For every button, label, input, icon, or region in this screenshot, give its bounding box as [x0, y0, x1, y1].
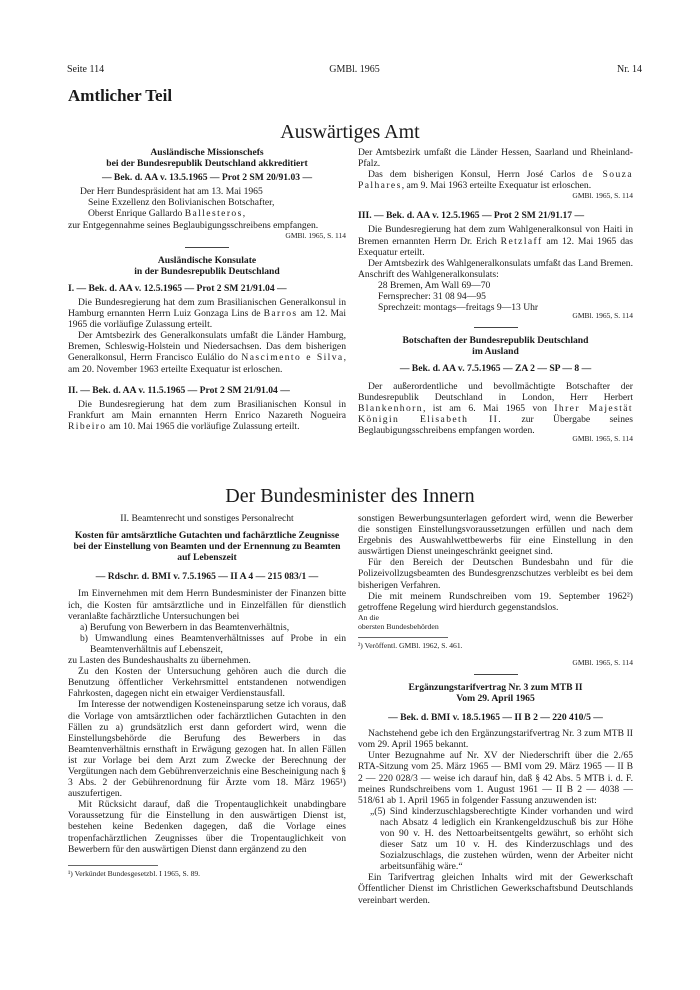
separator	[474, 674, 518, 675]
article-reference: — Rdschr. d. BMI v. 7.5.1965 — II A 4 — 215 083/1 —	[95, 571, 319, 583]
source-citation: GMBl. 1965, S. 114	[572, 657, 633, 667]
article-reference: III. — Bek. d. AA v. 12.5.1965 — Prot 2 SM 21/91.17 —	[358, 210, 585, 222]
addressee: An die	[358, 612, 380, 622]
addressee: obersten Bundesbehörden	[358, 621, 439, 631]
article-title: Kosten für amtsärztliche Gutachten und fachärztliche Zeugnisse bei der Einstellung von Beamten und der Ernennung zu Beamten auf Lebenszeit	[73, 530, 341, 564]
separator	[474, 327, 518, 328]
source-citation: GMBl. 1965, S. 114	[572, 191, 633, 201]
ministry-title-foreign-office: Auswärtiges Amt	[280, 121, 420, 143]
lower-left-column: II. Beamtenrecht und sonstiges Personalrecht Kosten für amtsärztliche Gutachten und fachärztliche Zeugnisse bei der Einstellung von Beamten und der Ernennung zu Beamten auf Lebenszeit — Rdschr. d. BMI v. 7.5.1965 — II A 4 — 215 083/1 — Im Einvernehmen mit dem Herrn Bundesminister der Finanzen bitte ich, die Kosten für amtsärztliche und in Einzelfällen für dienstlich veranlaßte fachärztliche Untersuchungen bei a) Berufung von Bewerbern in das Beamtenverhältnis, b) Umwandlung eines Beamtenverhältnisses auf Probe in ein Beamtenverhältnis auf Lebenszeit, zu Lasten des Bundeshaushalts zu übernehmen. Zu den Kosten der Untersuchung gehören auch die durch die Benutzung öffentlicher Verkehrsmittel entstandenen notwendigen Fahrkosten, dagegen nicht ein etwaiger Verdienstausfall. Im Interesse der notwendigen Kosteneinsparung setze ich voraus, daß die Vorlage von amtsärztlichen oder fachärztlichen Gutachten in den Fällen zu a) grundsätzlich erst dann gefordert wird, wenn die Einstellungsbehörde die Berufung des Bewerbers in das Beamtenverhältnis ernsthaft in Erwägung gezogen hat. In allen Fällen ist zur Vorlage bei dem Arzt zum Zwecke der Berechnung der Vergütungen nach dem Gebührenverzeichnis eine Bescheinigung nach § 3 Abs. 2 der Gebührenordnung für Ärzte vom 18. März 1965¹) auszufertigen. Mit Rücksicht darauf, daß die Tropentauglichkeit unabdingbare Voraussetzung für die Einstellung in den auswärtigen Dienst ist, bestehen keine Bedenken dagegen, daß die Vorlage eines tropenfachärztlichen Zeugnisses über die Tropentauglichkeit von Bewerbern für den auswärtigen Dienst dann ergänzend zu den ¹) Verkündet Bundesgesetzbl. I 1965, S. 89.	[68, 513, 346, 878]
article-title: Botschaften der Bundesrepublik Deutschland im Ausland	[402, 335, 589, 358]
separator	[185, 247, 229, 248]
footnote-rule	[68, 865, 158, 866]
section-title: Amtlicher Teil	[68, 86, 173, 105]
ministry-title-interior: Der Bundesminister des Innern	[225, 485, 475, 507]
article-reference: — Bek. d. BMI v. 18.5.1965 — II B 2 — 220 410/5 —	[388, 712, 603, 724]
article-title: Ausländische Konsulate in der Bundesrepublik Deutschland	[134, 254, 280, 277]
running-header	[67, 64, 642, 78]
subsection-heading: II. Beamtenrecht und sonstiges Personalrecht	[120, 513, 294, 524]
article-reference: I. — Bek. d. AA v. 12.5.1965 — Prot 2 SM 21/91.04 —	[68, 282, 287, 294]
issue-number: Nr. 14	[617, 64, 642, 75]
journal-title: GMBl. 1965	[329, 64, 380, 75]
upper-right-column: Der Amtsbezirk umfaßt die Länder Hessen, Saarland und Rheinland-Pfalz. Das dem bisherigen Konsul, Herrn José Carlos de Souza Palhares, am 9. Mai 1963 erteilte Exequatur ist erloschen. GMBl. 1965, S. 114 III. — Bek. d. AA v. 12.5.1965 — Prot 2 SM 21/91.17 — Die Bundesregierung hat dem zum Wahlgeneralkonsul von Haiti in Bremen ernannten Herrn Dr. Erich Retzlaff am 12. Mai 1965 das Exequatur erteilt. Der Amtsbezirk des Wahlgeneralkonsulats umfaßt das Land Bremen. Anschrift des Wahlgeneralkonsulats: 28 Bremen, Am Wall 69—70 Fernsprecher: 31 08 94—95 Sprechzeit: montags—freitags 9—13 Uhr GMBl. 1965, S. 114 Botschaften der Bundesrepublik Deutschland im Ausland — Bek. d. AA v. 7.5.1965 — ZA 2 — SP — 8 — Der außerordentliche und bevollmächtigte Botschafter der Bundesrepublik Deutschland in London, Herr Herbert Blankenhorn, ist am 6. Mai 1965 von Ihrer Majestät Königin Elisabeth II. zur Übergabe seines Beglaubigungsschreibens empfangen worden. GMBl. 1965, S. 114	[358, 147, 634, 443]
article-reference: — Bek. d. AA v. 13.5.1965 — Prot 2 SM 20/91.03 —	[101, 172, 313, 184]
footnote: ¹) Verkündet Bundesgesetzbl. I 1965, S. 89.	[68, 868, 201, 878]
article-reference: — Bek. d. AA v. 7.5.1965 — ZA 2 — SP — 8 —	[399, 363, 592, 375]
source-citation: GMBl. 1965, S. 114	[285, 230, 346, 240]
article-title: Ergänzungstarifvertrag Nr. 3 zum MTB II Vom 29. April 1965	[408, 681, 583, 704]
article-reference: II. — Bek. d. AA v. 11.5.1965 — Prot 2 SM 21/91.04 —	[68, 384, 290, 396]
source-citation: GMBl. 1965, S. 114	[572, 433, 633, 443]
upper-left-column: Ausländische Missionschefs bei der Bundesrepublik Deutschland akkreditiert — Bek. d. AA v. 13.5.1965 — Prot 2 SM 20/91.03 — Der Herr Bundespräsident hat am 13. Mai 1965 Seine Exzellenz den Bolivianischen Botschafter, Oberst Enrique Gallardo Ballesteros, zur Entgegennahme seines Beglaubigungsschreibens empfangen. GMBl. 1965, S. 114 Ausländische Konsulate in der Bundesrepublik Deutschland I. — Bek. d. AA v. 12.5.1965 — Prot 2 SM 21/91.04 — Die Bundesregierung hat dem zum Brasilianischen Generalkonsul in Hamburg ernannten Herrn Luiz Gonzaga Lins de Barros am 12. Mai 1965 die vorläufige Zulassung erteilt. Der Amtsbezirk des Generalkonsulats umfaßt die Länder Hamburg, Bremen, Schleswig-Holstein und Niedersachsen. Das dem bisherigen Generalkonsul, Herrn Francisco Eulálio do Nascimento e Silva, am 20. November 1963 erteilte Exequatur ist erloschen. II. — Bek. d. AA v. 11.5.1965 — Prot 2 SM 21/91.04 — Die Bundesregierung hat dem zum Brasilianischen Konsul in Frankfurt am Main ernannten Herrn Enrico Nazareth Nogueira Ribeiro am 10. Mai 1965 die vorläufige Zulassung erteilt.	[68, 147, 346, 432]
quoted-clause: „(5) Sind kinderzuschlagsberechtigte Kinder vorhanden und wird nach Absatz 4 lediglich ein Krankengeldzuschuß bis zur Höhe von 90 v. H. des Nettoarbeitsentgelts gewährt, so erhöht sich dieser Satz um 10 v. H. des Kinderzuschlags und des Sozialzuschlags, die zustehen würden, wenn der Arbeiter nicht arbeitsunfähig wäre.“	[370, 805, 633, 873]
page-number: Seite 114	[67, 64, 105, 75]
lower-right-column: sonstigen Bewerbungsunterlagen gefordert wird, wenn die Bewerber die sonstigen Einstellungsvoraussetzungen erfüllen und nach dem Ergebnis des Auswahlwettbewerbs für eine Einstellung in den auswärtigen Dienst uneingeschränkt geeignet sind. Für den Bereich der Deutschen Bundesbahn und für die Polizeivollzugsbeamten des Bundesgrenzschutzes verbleibt es bei dem bisherigen Verfahren. Die mit meinem Rundschreiben vom 19. September 1962²) getroffene Regelung wird hierdurch gegenstandslos. An die obersten Bundesbehörden ²) Veröffentl. GMBl. 1962, S. 461. GMBl. 1965, S. 114 Ergänzungstarifvertrag Nr. 3 zum MTB II Vom 29. April 1965 — Bek. d. BMI v. 18.5.1965 — II B 2 — 220 410/5 — Nachstehend gebe ich den Ergänzungstarifvertrag Nr. 3 zum MTB II vom 29. April 1965 bekannt. Unter Bezugnahme auf Nr. XV der Niederschrift über die 2./65 RTA-Sitzung vom 25. März 1965 — BMI vom 29. März 1965 — II B 2 — 220 028/3 — weise ich darauf hin, daß § 42 Abs. 5 MTB i. d. F. meines Rundschreibens vom 1. August 1961 — II B 2 — 4038 — 518/61 ab 1. April 1965 in folgender Fassung anzuwenden ist: „(5) Sind kinderzuschlagsberechtigte Kinder vorhanden und wird nach Absatz 4 lediglich ein Krankengeldzuschuß bis zur Höhe von 90 v. H. des Nettoarbeitsentgelts gewährt, so erhöht sich dieser Satz um 10 v. H. des Kinderzuschlags und des Sozialzuschlags, die zustehen würden, wenn der Arbeiter nicht arbeitsunfähig wäre.“ Ein Tarifvertrag gleichen Inhalts wird mit der Gewerkschaft Öffentlicher Dienst im Christlichen Gewerkschaftsbund Deutschlands vereinbart werden.	[358, 513, 633, 906]
footnote: ²) Veröffentl. GMBl. 1962, S. 461.	[358, 640, 463, 650]
source-citation: GMBl. 1965, S. 114	[572, 311, 633, 321]
footnote-rule	[358, 637, 448, 638]
article-title: Ausländische Missionschefs bei der Bundesrepublik Deutschland akkreditiert	[106, 147, 308, 170]
